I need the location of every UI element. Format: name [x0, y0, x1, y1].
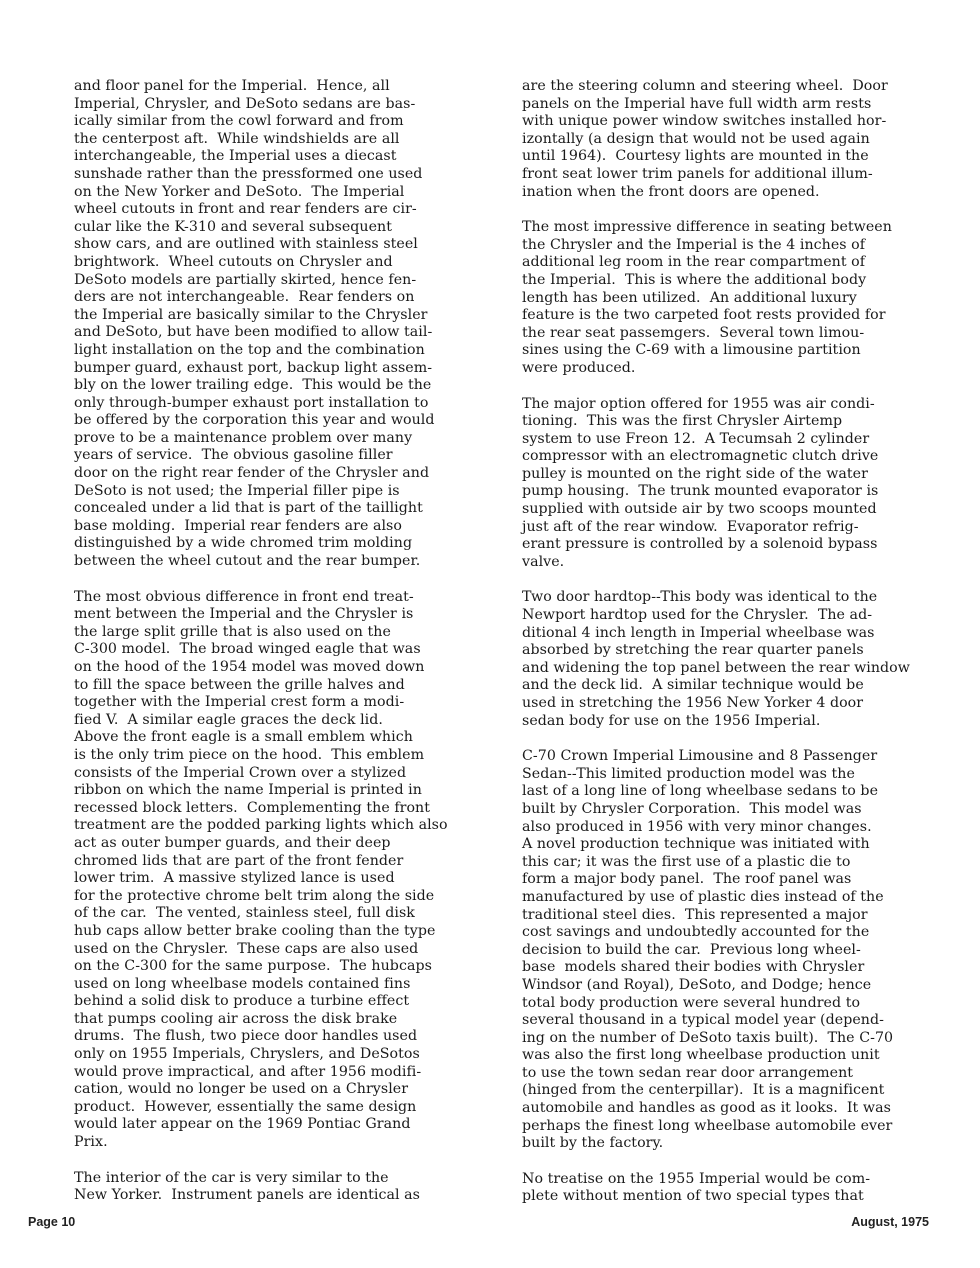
text-line: product. However, essentially the same design — [74, 1098, 417, 1115]
text-line: tioning. This was the first Chrysler Airtemp — [522, 413, 843, 430]
text-line: ditional 4 inch length in Imperial wheelbase was — [522, 624, 875, 641]
text-line: the large split grille that is also used on the — [74, 623, 391, 640]
text-line: used on long wheelbase models contained fins — [74, 975, 411, 992]
text-line: consists of the Imperial Crown over a stylized — [74, 764, 407, 781]
text-line: valve. — [522, 553, 565, 570]
paragraph — [522, 1171, 927, 1206]
text-line: lower trim. A massive stylized lance is used — [74, 870, 395, 887]
text-line: front seat lower trim panels for additional illum- — [522, 165, 873, 182]
text-line: additional leg room in the rear compartment of — [522, 254, 866, 271]
text-line: last of a long line of long wheelbase sedans to be — [522, 783, 879, 800]
text-line: fied V. A similar eagle graces the deck lid. — [74, 711, 383, 728]
text-line: used in stretching the 1956 New Yorker 4 door — [522, 695, 864, 711]
text-line: and DeSoto, but have been modified to allow tail- — [74, 324, 433, 341]
text-line: would later appear on the 1969 Pontiac Grand — [74, 1116, 411, 1133]
text-line: prove to be a maintenance problem over many — [74, 429, 413, 446]
text-line: New Yorker. Instrument panels are identical as — [74, 1187, 420, 1204]
text-line: behind a solid disk to produce a turbine effect — [74, 993, 410, 1010]
text-line: the Chrysler and the Imperial is the 4 inches of — [522, 236, 866, 253]
text-line: built by Chrysler Corporation. This model was — [522, 800, 862, 817]
text-line: wheel cutouts in front and rear fenders are cir- — [74, 201, 417, 218]
text-line: on the C-300 for the same purpose. The hubcaps — [74, 958, 432, 975]
text-line: ders are not interchangeable. Rear fenders on — [74, 289, 415, 306]
text-line: on the New Yorker and DeSoto. The Imperial — [74, 183, 405, 200]
text-line: built by the factory. — [522, 1135, 664, 1152]
text-line: Two door hardtop--This body was identical to the — [522, 589, 878, 606]
text-line: hub caps allow better brake cooling than the type — [74, 922, 436, 939]
text-line: cation, would no longer be used on a Chrysler — [74, 1081, 409, 1098]
text-line: and the deck lid. A similar technique would be — [522, 677, 864, 694]
text-line: compressor with an electromagnetic clutch drive — [522, 448, 879, 465]
text-line: The most obvious difference in front end treat- — [74, 588, 414, 605]
text-line: Windsor (and Royal), DeSoto, and Dodge; hence — [522, 976, 872, 993]
text-line: was also the first long wheelbase production unit — [522, 1047, 880, 1064]
text-line: recessed block letters. Complementing the front — [74, 799, 430, 816]
text-line: with unique power window switches installed hor- — [522, 113, 887, 130]
text-line: also produced in 1956 with very minor changes. — [522, 818, 872, 835]
text-line: just aft of the rear window. Evaporator refrig- — [522, 518, 859, 535]
text-line: used on the Chrysler. These caps are also used — [74, 940, 419, 957]
text-line: (hinged from the centerpillar). It is a magnificent — [522, 1082, 885, 1099]
text-line: perhaps the finest long wheelbase automobile ever — [522, 1117, 893, 1134]
text-line: between the wheel cutout and the rear bumper. — [74, 553, 421, 570]
text-line: pump housing. The trunk mounted evaporator is — [522, 483, 879, 500]
text-line: feature is the two carpeted foot rests provided for — [522, 307, 886, 324]
text-line: supplied with outside air by two scoops mounted — [522, 501, 877, 518]
issue-date: August, 1975 — [851, 1215, 929, 1229]
text-line: plete without mention of two special types that — [522, 1188, 864, 1205]
text-line: ically similar from the cowl forward and from — [74, 113, 404, 130]
paragraph — [522, 219, 927, 377]
text-line: act as outer bumper guards, and their deep — [74, 834, 391, 851]
text-line: cost savings and undoubtedly accounted for the — [522, 924, 870, 941]
text-line: The major option offered for 1955 was air condi- — [522, 395, 875, 412]
text-line: length has been utilized. An additional luxury — [522, 289, 857, 306]
text-line: concealed under a lid that is part of the taillight — [74, 500, 423, 517]
paragraph — [74, 1170, 474, 1205]
text-line: panels on the Imperial have full width arm rests — [522, 95, 872, 112]
text-line: for the protective chrome belt trim along the side — [74, 887, 435, 904]
text-line: years of service. The obvious gasoline filler — [74, 447, 393, 464]
text-line: the Imperial. This is where the additional body — [522, 271, 867, 288]
text-line: show cars, and are outlined with stainless steel — [74, 236, 418, 253]
text-line: ination when the front doors are opened. — [522, 183, 820, 200]
text-line: the centerpost aft. While windshields are all — [74, 130, 400, 147]
text-line: traditional steel dies. This represented a major — [522, 906, 868, 923]
right-text-column — [522, 78, 927, 1224]
text-line: system to use Freon 12. A Tecumsah 2 cylinder — [522, 430, 870, 447]
text-line: DeSoto is not used; the Imperial filler pipe is — [74, 482, 400, 499]
text-line: chromed lids that are part of the front fender — [74, 852, 404, 869]
text-line: automobile and handles as good as it looks. It was — [522, 1100, 891, 1117]
text-line: sedan body for use on the 1956 Imperial. — [522, 712, 821, 729]
text-line: Prix. — [74, 1134, 108, 1151]
text-line: is the only trim piece on the hood. This emblem — [74, 746, 425, 763]
text-line: were produced. — [522, 359, 636, 376]
text-line: interchangeable, the Imperial uses a diecast — [74, 148, 397, 165]
text-line: would prove impractical, and after 1956 modifi- — [74, 1063, 422, 1080]
text-line: to use the town sedan rear door arrangement — [522, 1064, 854, 1081]
text-line: total body production were several hundred to — [522, 994, 861, 1011]
text-line: ment between the Imperial and the Chrysler is — [74, 606, 414, 623]
text-line: base models shared their bodies with Chrysler — [522, 959, 865, 976]
paragraph — [522, 589, 927, 730]
text-line: C-70 Crown Imperial Limousine and 8 Passenger — [522, 748, 878, 765]
text-line: of the car. The vented, stainless steel, full disk — [74, 905, 415, 922]
text-line: that pumps cooling air across the disk brake — [74, 1010, 398, 1027]
text-line: A novel production technique was initiated with — [522, 836, 870, 853]
text-line: light installation on the top and the combination — [74, 341, 425, 358]
text-line: the Imperial are basically similar to the Chrysler — [74, 306, 428, 323]
text-line: door on the right rear fender of the Chrysler and — [74, 465, 430, 482]
left-text-column — [74, 78, 474, 1223]
text-line: only through-bumper exhaust port installation to — [74, 394, 429, 411]
text-line: bly on the lower trailing edge. This would be the — [74, 377, 432, 394]
text-line: Sedan--This limited production model was the — [522, 765, 855, 782]
text-line: bumper guard, exhaust port, backup light assem- — [74, 359, 433, 376]
text-line: distinguished by a wide chromed trim molding — [74, 535, 413, 552]
text-line: pulley is mounted on the right side of the water — [522, 465, 868, 482]
text-line: only on 1955 Imperials, Chryslers, and DeSotos — [74, 1046, 420, 1063]
paragraph — [522, 78, 927, 201]
text-line: brightwork. Wheel cutouts on Chrysler and — [74, 253, 393, 270]
text-line: together with the Imperial crest form a modi- — [74, 694, 405, 711]
text-line: Newport hardtop used for the Chrysler. The ad- — [522, 607, 873, 624]
text-line: erant pressure is controlled by a solenoid bypass — [522, 536, 878, 553]
text-line: until 1964). Courtesy lights are mounted in the — [522, 148, 869, 165]
text-line: No treatise on the 1955 Imperial would be com- — [522, 1170, 871, 1187]
text-line: Imperial, Chrysler, and DeSoto sedans are bas- — [74, 95, 416, 112]
page-number: Page 10 — [28, 1215, 76, 1229]
text-line: this car; it was the first use of a plastic die to — [522, 853, 851, 870]
text-line: sunshade rather than the pressformed one used — [74, 165, 423, 182]
text-line: the rear seat passemgers. Several town limou- — [522, 324, 865, 341]
text-line: izontally (a design that would not be used again — [522, 130, 870, 147]
text-line: Above the front eagle is a small emblem which — [74, 729, 413, 746]
text-line: manufactured by use of plastic dies instead of the — [522, 888, 884, 905]
paragraph — [74, 78, 474, 571]
text-line: C-300 model. The broad winged eagle that was — [74, 641, 421, 658]
paragraph — [74, 589, 474, 1152]
text-line: treatment are the podded parking lights which also — [74, 817, 448, 834]
text-line: drums. The flush, two piece door handles used — [74, 1028, 418, 1045]
text-line: The interior of the car is very similar to the — [74, 1169, 389, 1186]
text-line: and floor panel for the Imperial. Hence, all — [74, 78, 390, 94]
text-line: be offered by the corporation this year and would — [74, 412, 435, 429]
text-line: to fill the space between the grille halves and — [74, 676, 405, 693]
text-line: and widening the top panel between the rear window — [522, 659, 910, 676]
text-line: sines using the C-69 with a limousine partition — [522, 342, 861, 359]
text-line: decision to build the car. Previous long wheel- — [522, 941, 861, 958]
text-line: ribbon on which the name Imperial is printed in — [74, 782, 422, 799]
text-line: base molding. Imperial rear fenders are also — [74, 517, 402, 534]
text-line: cular like the K-310 and several subsequent — [74, 218, 392, 235]
text-line: The most impressive difference in seating between — [522, 219, 892, 236]
text-line: DeSoto models are partially skirted, hence fen- — [74, 271, 417, 288]
text-line: on the hood of the 1954 model was moved down — [74, 659, 425, 675]
paragraph — [522, 748, 927, 1153]
text-line: ing on the number of DeSoto taxis built). The C-70 — [522, 1029, 894, 1046]
text-line: several thousand in a typical model year (depend- — [522, 1012, 884, 1029]
text-line: are the steering column and steering wheel. Door — [522, 78, 888, 94]
text-line: form a major body panel. The roof panel was — [522, 871, 852, 888]
paragraph — [522, 396, 927, 572]
text-line: absorbed by stretching the rear quarter panels — [522, 642, 864, 659]
